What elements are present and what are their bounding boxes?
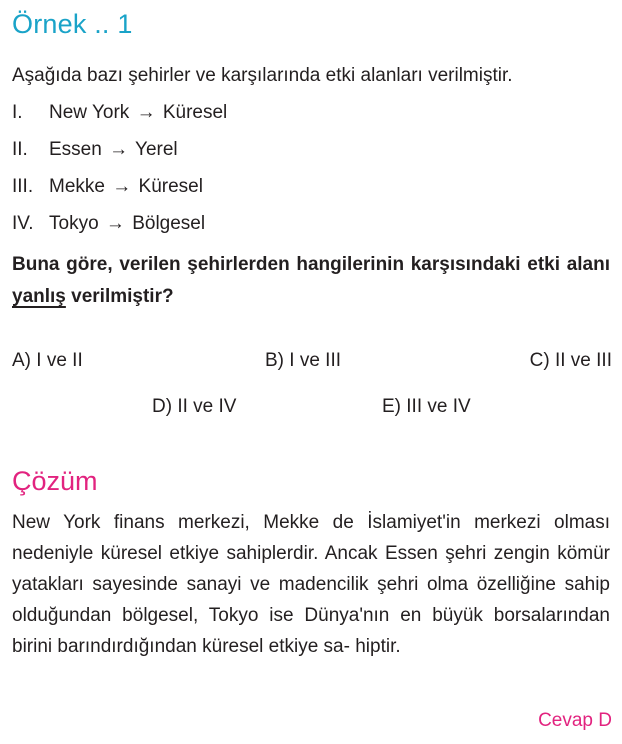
statement-scope: Küresel xyxy=(162,102,228,123)
prompt-text: Buna göre, verilen şehirlerden hangilerinin karşısındaki etki alanı xyxy=(12,254,610,275)
statement-2 xyxy=(12,138,178,161)
statement-3 xyxy=(12,175,203,198)
statement-4 xyxy=(12,212,205,235)
option-e[interactable]: E) III ve IV xyxy=(382,396,471,417)
statement-number: II. xyxy=(12,139,28,160)
statement-number: III. xyxy=(12,176,34,197)
statement-number: IV. xyxy=(12,213,34,234)
question-prompt xyxy=(12,249,610,313)
right-arrow-icon: → xyxy=(105,213,125,234)
right-arrow-icon: → xyxy=(109,139,129,160)
option-a[interactable]: A) I ve II xyxy=(12,350,83,371)
question-intro: Aşağıda bazı şehirler ve karşılarında etki alanları verilmiştir. xyxy=(12,65,513,86)
statement-scope: Küresel xyxy=(138,176,203,197)
option-c[interactable]: C) II ve III xyxy=(529,350,612,371)
option-b[interactable]: B) I ve III xyxy=(265,350,342,371)
solution-text: New York finans merkezi, Mekke de İslamiyet'in merkezi olması nedeniyle küresel etkiye sahiplerdir. Ancak Essen şehri zengin kömür yatakları sayesinde sanayi ve madencilik şehri olma özelliğine sahip olduğundan bölgesel, Tokyo ise Dünya'nın en büyük borsalarından birini barındırdığından küresel etkiye sa- hiptir. xyxy=(12,512,610,657)
statement-city: New York xyxy=(49,102,130,123)
statement-city: Essen xyxy=(49,139,102,160)
answer-label: Cevap D xyxy=(538,710,612,731)
statement-1 xyxy=(12,101,227,124)
statement-city: Mekke xyxy=(49,176,105,197)
solution-title: Çözüm xyxy=(12,466,98,496)
right-arrow-icon: → xyxy=(112,176,132,197)
statement-number: I. xyxy=(12,102,23,123)
statement-scope: Yerel xyxy=(135,139,178,160)
statement-city: Tokyo xyxy=(49,213,99,234)
example-title: Örnek .. 1 xyxy=(12,9,133,39)
prompt-text-end: verilmiştir? xyxy=(65,286,174,307)
statement-scope: Bölgesel xyxy=(132,213,206,234)
option-d[interactable]: D) II ve IV xyxy=(152,396,237,417)
right-arrow-icon: → xyxy=(136,102,156,123)
prompt-emphasis: yanlış xyxy=(12,286,66,307)
